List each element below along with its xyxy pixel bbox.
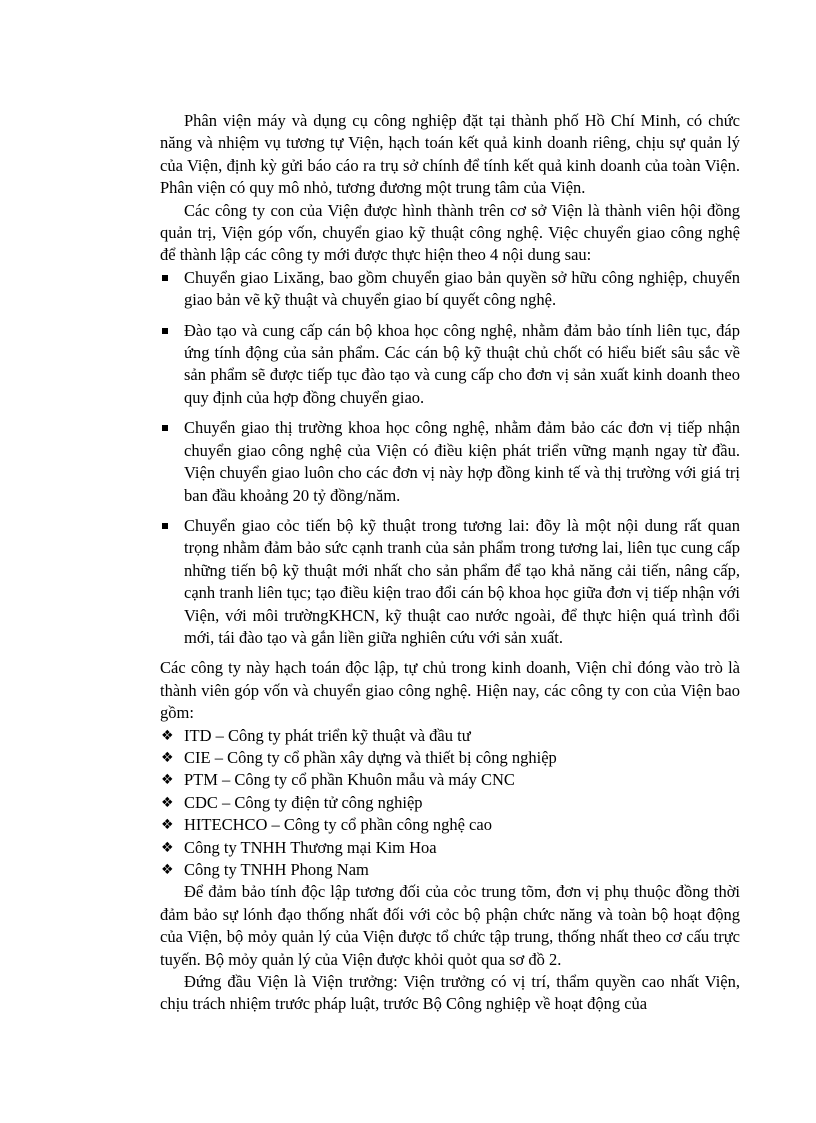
diamond-bullet-icon: ❖	[161, 862, 174, 878]
company-name: CDC – Công ty điện tử công nghiệp	[184, 792, 423, 812]
list-item	[160, 837, 740, 859]
list-item: Chuyển giao cỏc tiến bộ kỹ thuật trong tương lai: đõy là một nội dung rất quan trọng nhằm đảm bảo sức cạnh tranh của sản phẩm trong tương lai, liên tục cung cấp những tiến bộ kỹ thuật mới nhất cho sản phẩm để tạo khả năng cải tiến, nâng cấp, cạnh tranh liên tục; tạo điều kiện trao đổi cán bộ khoa học giữa đơn vị tiếp nhận với Viện, với môi trườngKHCN, kỹ thuật cao nước ngoài, để thực hiện quá trình đổi mới, tái đào tạo và gắn liền giữa nghiên cứu với sản xuất.	[160, 515, 740, 649]
paragraph-branch-institute: Phân viện máy và dụng cụ công nghiệp đặt tại thành phố Hồ Chí Minh, có chức năng và nhiệm vụ tương tự Viện, hạch toán kết quả kinh doanh riêng, chịu sự quản lý của Viện, định kỳ gửi báo cáo ra trụ sở chính để tính kết quả kinh doanh của toàn Viện. Phân viện có quy mô nhỏ, tương đương một trung tâm của Viện.	[160, 111, 740, 198]
company-name: Công ty TNHH Thương mại Kim Hoa	[184, 837, 437, 857]
diamond-bullet-icon: ❖	[161, 794, 174, 811]
paragraph-subsidiaries-intro: Các công ty con của Viện được hình thành trên cơ sở Viện là thành viên hội đồng quản trị, Viện góp vốn, chuyển giao kỹ thuật công nghệ. Việc chuyển giao công nghệ để thành lập các công ty mới được thực hiện theo 4 nội dung sau:	[160, 200, 740, 265]
paragraph-companies-intro: Các công ty này hạch toán độc lập, tự chủ trong kinh doanh, Viện chỉ đóng vào trò là thành viên góp vốn và chuyển giao công nghệ. Hiện nay, các công ty con của Viện bao gồm:	[160, 658, 740, 723]
technology-transfer-list	[160, 267, 740, 650]
list-item: Đào tạo và cung cấp cán bộ khoa học công nghệ, nhằm đảm bảo tính liên tục, đáp ứng tính động của sản phẩm. Các cán bộ kỹ thuật chủ chốt có hiểu biết sâu sắc về sản phẩm sẽ được tiếp tục đào tạo và cung cấp cho đơn vị sản xuất kinh doanh theo quy định của hợp đồng chuyển giao.	[160, 320, 740, 410]
company-name: ITD – Công ty phát triển kỹ thuật và đầu tư	[184, 725, 471, 745]
company-name: Công ty TNHH Phong Nam	[184, 860, 369, 879]
diamond-bullet-icon: ❖	[161, 727, 174, 744]
paragraph-management-structure: Để đảm bảo tính độc lập tương đối của cỏc trung tõm, đơn vị phụ thuộc đồng thời đảm bảo sự lónh đạo thống nhất đối với cỏc bộ phận chức năng và toàn bộ hoạt động của Viện, bộ mỏy quản lý của Viện được tổ chức tập trung, thống nhất theo cơ cấu trực tuyến. Bộ mỏy quản lý của Viện được khỏi quỏt qua sơ đồ 2.	[160, 882, 740, 969]
company-name: CIE – Công ty cổ phần xây dựng và thiết bị công nghiệp	[184, 747, 557, 767]
list-item	[160, 725, 740, 747]
diamond-bullet-icon: ❖	[161, 817, 174, 834]
list-item	[160, 792, 740, 814]
list-item	[160, 859, 740, 881]
list-item: Chuyển giao thị trường khoa học công nghệ, nhằm đảm bảo các đơn vị tiếp nhận chuyển giao công nghệ của Viện có điều kiện phát triển vững mạnh ngay từ đầu. Viện chuyển giao luôn cho các đơn vị này hợp đồng kinh tế và thị trường với giá trị ban đầu khoảng 20 tỷ đồng/năm.	[160, 417, 740, 507]
list-item	[160, 769, 740, 791]
company-name: PTM – Công ty cổ phần Khuôn mẫu và máy CNC	[184, 770, 515, 790]
document-page	[160, 110, 740, 1016]
paragraph-director-role: Đứng đầu Viện là Viện trưởng: Viện trưởng có vị trí, thẩm quyền cao nhất Viện, chịu trách nhiệm trước pháp luật, trước Bộ Công nghiệp về hoạt động của	[160, 972, 740, 1014]
diamond-bullet-icon: ❖	[161, 839, 174, 856]
list-item: Chuyển giao Lixăng, bao gồm chuyển giao bản quyền sở hữu công nghiệp, chuyển giao bản vẽ kỹ thuật và chuyển giao bí quyết công nghệ.	[160, 267, 740, 312]
diamond-bullet-icon: ❖	[161, 749, 174, 766]
company-name: HITECHCO – Công ty cổ phần công nghệ cao	[184, 815, 492, 835]
subsidiary-company-list	[160, 725, 740, 882]
diamond-bullet-icon: ❖	[161, 772, 174, 789]
list-item	[160, 814, 740, 836]
list-item	[160, 747, 740, 769]
